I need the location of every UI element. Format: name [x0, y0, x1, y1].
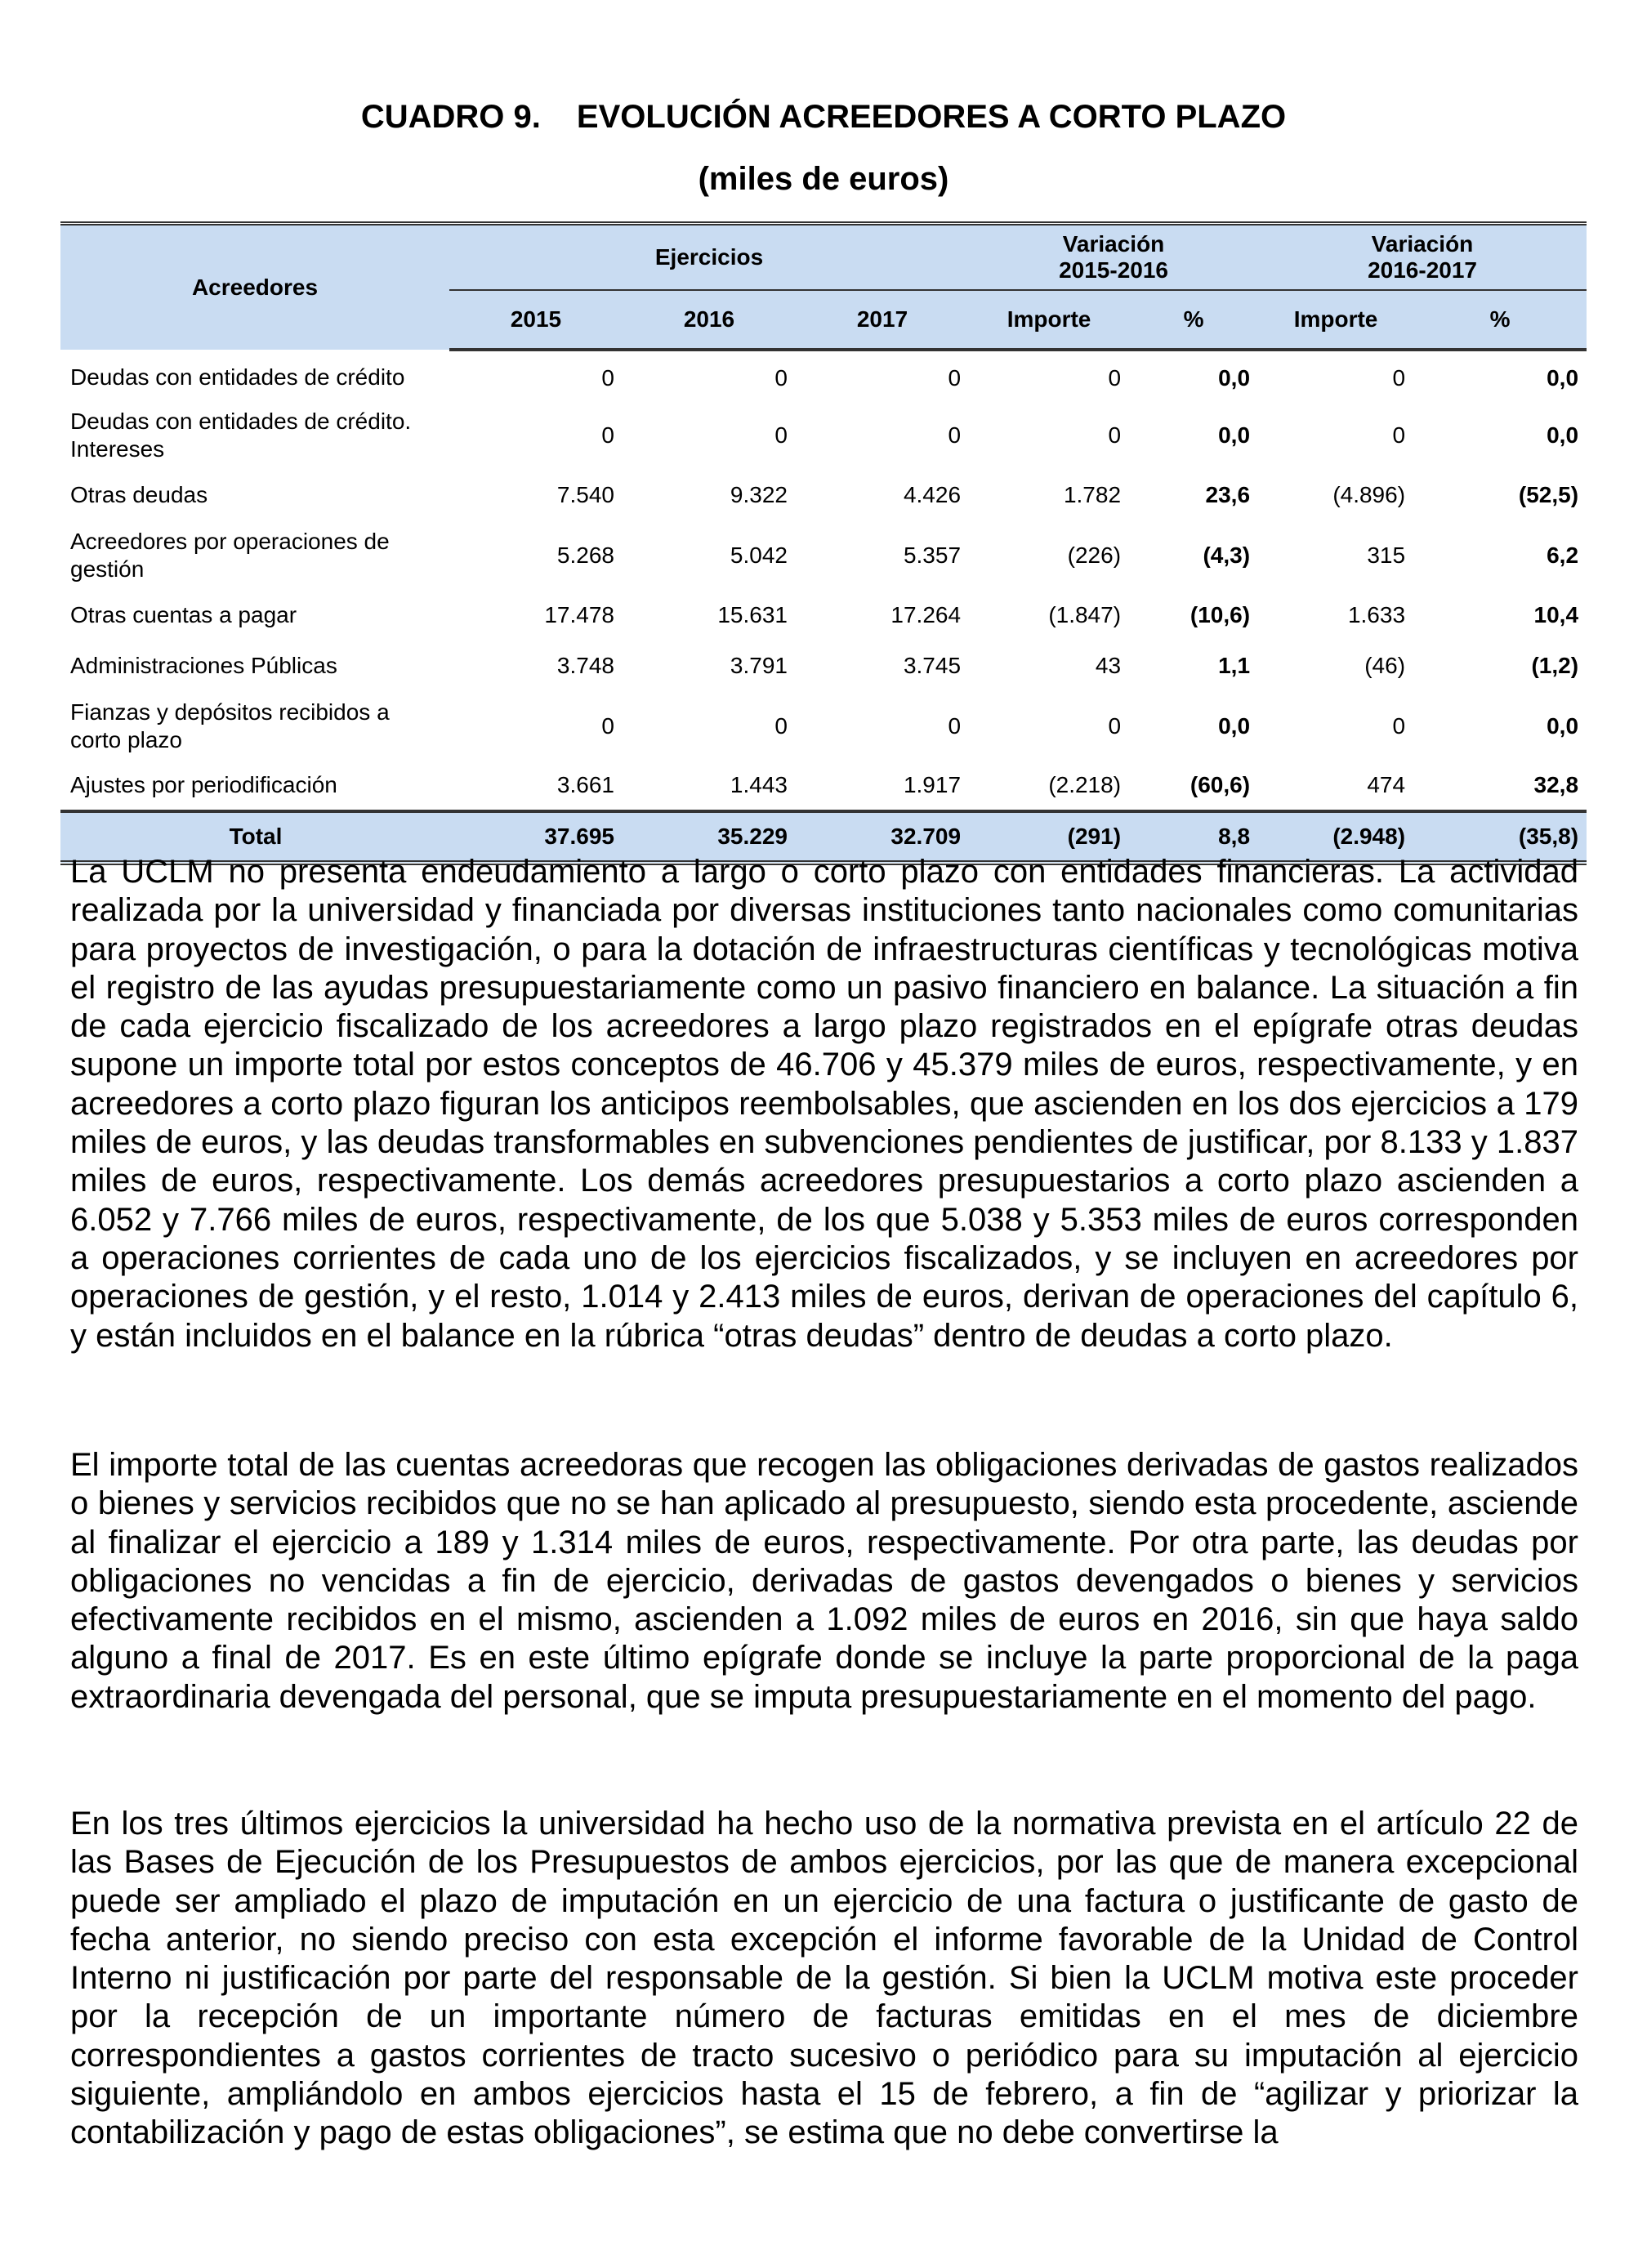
total-2015: 37.695 — [449, 811, 623, 863]
row-label: Deudas con entidades de crédito — [70, 364, 405, 390]
row-label: Deudas con entidades de crédito. Intereses — [70, 408, 412, 462]
total-2017: 32.709 — [796, 811, 969, 863]
total-label: Total — [60, 811, 449, 863]
cell-importe-2016-2017: 0 — [1392, 365, 1406, 391]
table-row — [60, 470, 1587, 520]
cell-2016: 3.791 — [730, 653, 788, 678]
table-heading: EVOLUCIÓN ACREEDORES A CORTO PLAZO — [576, 99, 1287, 135]
cell-pct-2015-2016: (4,3) — [1203, 542, 1251, 568]
table-row — [60, 350, 1587, 400]
column-header: 2016 — [623, 290, 796, 350]
cell-importe-2015-2016: 0 — [1108, 365, 1122, 391]
header-acreedores: Acreedores — [60, 224, 449, 350]
column-header: % — [1413, 290, 1587, 350]
cell-2015: 0 — [601, 712, 614, 739]
table-subtitle: (miles de euros) — [698, 161, 949, 197]
total-pct-2016-2017: (35,8) — [1413, 811, 1587, 863]
creditors-table — [60, 221, 1587, 865]
table-title — [0, 97, 1647, 136]
cell-2017: 0 — [948, 712, 962, 739]
column-header: % — [1129, 290, 1258, 350]
cell-importe-2015-2016: (226) — [1067, 542, 1122, 568]
column-header: 2015 — [449, 290, 623, 350]
cell-pct-2015-2016: 1,1 — [1218, 653, 1251, 678]
cell-2016: 9.322 — [730, 482, 788, 507]
cell-importe-2015-2016: (2.218) — [1048, 772, 1122, 797]
cell-importe-2016-2017: (46) — [1364, 653, 1406, 678]
cell-pct-2016-2017: 32,8 — [1533, 772, 1579, 797]
cell-2017: 0 — [948, 365, 962, 391]
cell-2016: 5.042 — [730, 542, 788, 568]
row-label: Ajustes por periodificación — [70, 772, 337, 797]
cell-pct-2015-2016: 0,0 — [1218, 712, 1251, 739]
cell-pct-2015-2016: 23,6 — [1205, 482, 1251, 507]
column-header: Importe — [1258, 290, 1413, 350]
cell-importe-2016-2017: 1.633 — [1347, 602, 1406, 627]
cell-pct-2016-2017: (52,5) — [1518, 482, 1579, 507]
header-variacion-2016-2017 — [1258, 224, 1587, 291]
cell-pct-2016-2017: (1,2) — [1531, 653, 1579, 678]
cell-importe-2016-2017: (4.896) — [1332, 482, 1406, 507]
row-label: Otras deudas — [70, 482, 208, 507]
cell-2017: 1.917 — [903, 772, 962, 797]
cell-2015: 17.478 — [544, 602, 614, 627]
cell-pct-2015-2016: (60,6) — [1190, 772, 1251, 797]
total-2016: 35.229 — [623, 811, 796, 863]
cell-2017: 3.745 — [903, 653, 962, 678]
total-pct-2015-2016: 8,8 — [1129, 811, 1258, 863]
cell-importe-2015-2016: 1.782 — [1063, 482, 1122, 507]
cell-2015: 3.748 — [556, 653, 614, 678]
cell-pct-2016-2017: 6,2 — [1547, 542, 1579, 568]
cell-2015: 0 — [601, 422, 614, 448]
paragraph-1: La UCLM no presenta endeudamiento a largo o corto plazo con entidades financieras. La actividad realizada por la universidad y financiada por diversas instituciones tanto nacionales como comunitarias para proyectos de investigación, o para la dotación de infraestructuras científicas y tecnológicas motiva el registro de las ayudas presupuestariamente como un pasivo financiero en balance. La situación a fin de cada ejercicio fiscalizado de los acreedores a largo plazo registrados en el epígrafe otras deudas supone un importe total por estos conceptos de 46.706 y 45.379 miles de euros, respectivamente, y en acreedores a corto plazo figuran los anticipos reembolsables, que ascienden en los dos ejercicios a 179 miles de euros, y las deudas transformables en subvenciones pendientes de justificar, por 8.133 y 1.837 miles de euros, respectivamente. Los demás acreedores presupuestarios a corto plazo ascienden a 6.052 y 7.766 miles de euros, respectivamente, de los que 5.038 y 5.353 miles de euros corresponden a operaciones corrientes de cada uno de los ejercicios fiscalizados, y se incluyen en acreedores por operaciones de gestión, y el resto, 1.014 y 2.413 miles de euros, derivan de operaciones del capítulo 6, y están incluidos en el balance en la rúbrica “otras deudas” dentro de deudas a corto plazo. — [70, 854, 1578, 1354]
cell-importe-2016-2017: 315 — [1367, 542, 1406, 568]
header-variacion-period: 2015-2016 — [1059, 257, 1168, 283]
header-variacion-label: Variación — [1371, 231, 1474, 257]
row-label: Administraciones Públicas — [70, 653, 337, 678]
cell-2017: 5.357 — [903, 542, 962, 568]
total-importe-2015-2016: (291) — [969, 811, 1129, 863]
paragraph-2: El importe total de las cuentas acreedoras que recogen las obligaciones derivadas de gastos realizados o bienes y servicios recibidos que no se han aplicado al presupuesto, siendo esta procedente, asciende al finalizar el ejercicio a 189 y 1.314 miles de euros, respectivamente. Por otra parte, las deudas por obligaciones no vencidas a fin de ejercicio, derivadas de gastos devengados o bienes y servicios efectivamente recibidos en el mismo, ascienden a 1.092 miles de euros en 2016, sin que haya saldo alguno a final de 2017. Es en este último epígrafe donde se incluye la parte proporcional de la paga extraordinaria devengada del personal, que se imputa presupuestariamente en el momento del pago. — [70, 1447, 1578, 1715]
cell-pct-2015-2016: 0,0 — [1218, 365, 1251, 391]
cell-importe-2016-2017: 474 — [1367, 772, 1406, 797]
cell-2017: 17.264 — [890, 602, 962, 627]
cell-pct-2016-2017: 0,0 — [1547, 712, 1579, 739]
table-row — [60, 400, 1587, 470]
cell-importe-2015-2016: 0 — [1108, 712, 1122, 739]
cell-pct-2016-2017: 10,4 — [1533, 602, 1579, 627]
table-row — [60, 520, 1587, 590]
cell-pct-2015-2016: 0,0 — [1218, 422, 1251, 448]
row-label: Acreedores por operaciones de gestión — [70, 528, 390, 582]
cell-2016: 0 — [774, 422, 788, 448]
cell-2017: 4.426 — [903, 482, 962, 507]
table-row — [60, 641, 1587, 691]
cell-pct-2016-2017: 0,0 — [1547, 422, 1579, 448]
header-variacion-period: 2016-2017 — [1368, 257, 1477, 283]
cell-pct-2016-2017: 0,0 — [1547, 365, 1579, 391]
cell-importe-2015-2016: 43 — [1095, 653, 1122, 678]
header-ejercicios: Ejercicios — [449, 224, 969, 291]
table-number: CUADRO 9. — [360, 99, 541, 135]
cell-2016: 15.631 — [717, 602, 788, 627]
column-header: 2017 — [796, 290, 969, 350]
cell-2015: 0 — [601, 365, 614, 391]
cell-importe-2015-2016: (1.847) — [1048, 602, 1122, 627]
cell-2015: 5.268 — [556, 542, 614, 568]
cell-2017: 0 — [948, 422, 962, 448]
column-header: Importe — [969, 290, 1129, 350]
row-label: Otras cuentas a pagar — [70, 602, 297, 627]
row-label: Fianzas y depósitos recibidos a corto plazo — [70, 699, 390, 752]
table-row — [60, 691, 1587, 761]
header-variacion-2015-2016 — [969, 224, 1258, 291]
cell-2016: 1.443 — [730, 772, 788, 797]
table-row — [60, 590, 1587, 641]
cell-importe-2015-2016: 0 — [1108, 422, 1122, 448]
cell-importe-2016-2017: 0 — [1392, 712, 1406, 739]
cell-pct-2015-2016: (10,6) — [1190, 602, 1251, 627]
cell-2015: 3.661 — [556, 772, 614, 797]
paragraph-3: En los tres últimos ejercicios la universidad ha hecho uso de la normativa prevista en el artículo 22 de las Bases de Ejecución de los Presupuestos de ambos ejercicios, por las que de manera excepcional puede ser ampliado el plazo de imputación en un ejercicio de una factura o justificante de gasto de fecha anterior, no siendo preciso con esta excepción el informe favorable de la Unidad de Control Interno ni justificación por parte del responsable de la gestión. Si bien la UCLM motiva este proceder por la recepción de un importante número de facturas emitidas en el mes de diciembre correspondientes a gastos corrientes de tracto sucesivo o periódico para su imputación al ejercicio siguiente, ampliándolo en ambos ejercicios hasta el 15 de febrero, a fin de “agilizar y priorizar la contabilización y pago de estas obligaciones”, se estima que no debe convertirse la — [70, 1806, 1578, 2151]
table-row — [60, 761, 1587, 811]
cell-importe-2016-2017: 0 — [1392, 422, 1406, 448]
header-variacion-label: Variación — [1062, 231, 1165, 257]
cell-2016: 0 — [774, 365, 788, 391]
total-importe-2016-2017: (2.948) — [1258, 811, 1413, 863]
cell-2016: 0 — [774, 712, 788, 739]
cell-2015: 7.540 — [556, 482, 614, 507]
